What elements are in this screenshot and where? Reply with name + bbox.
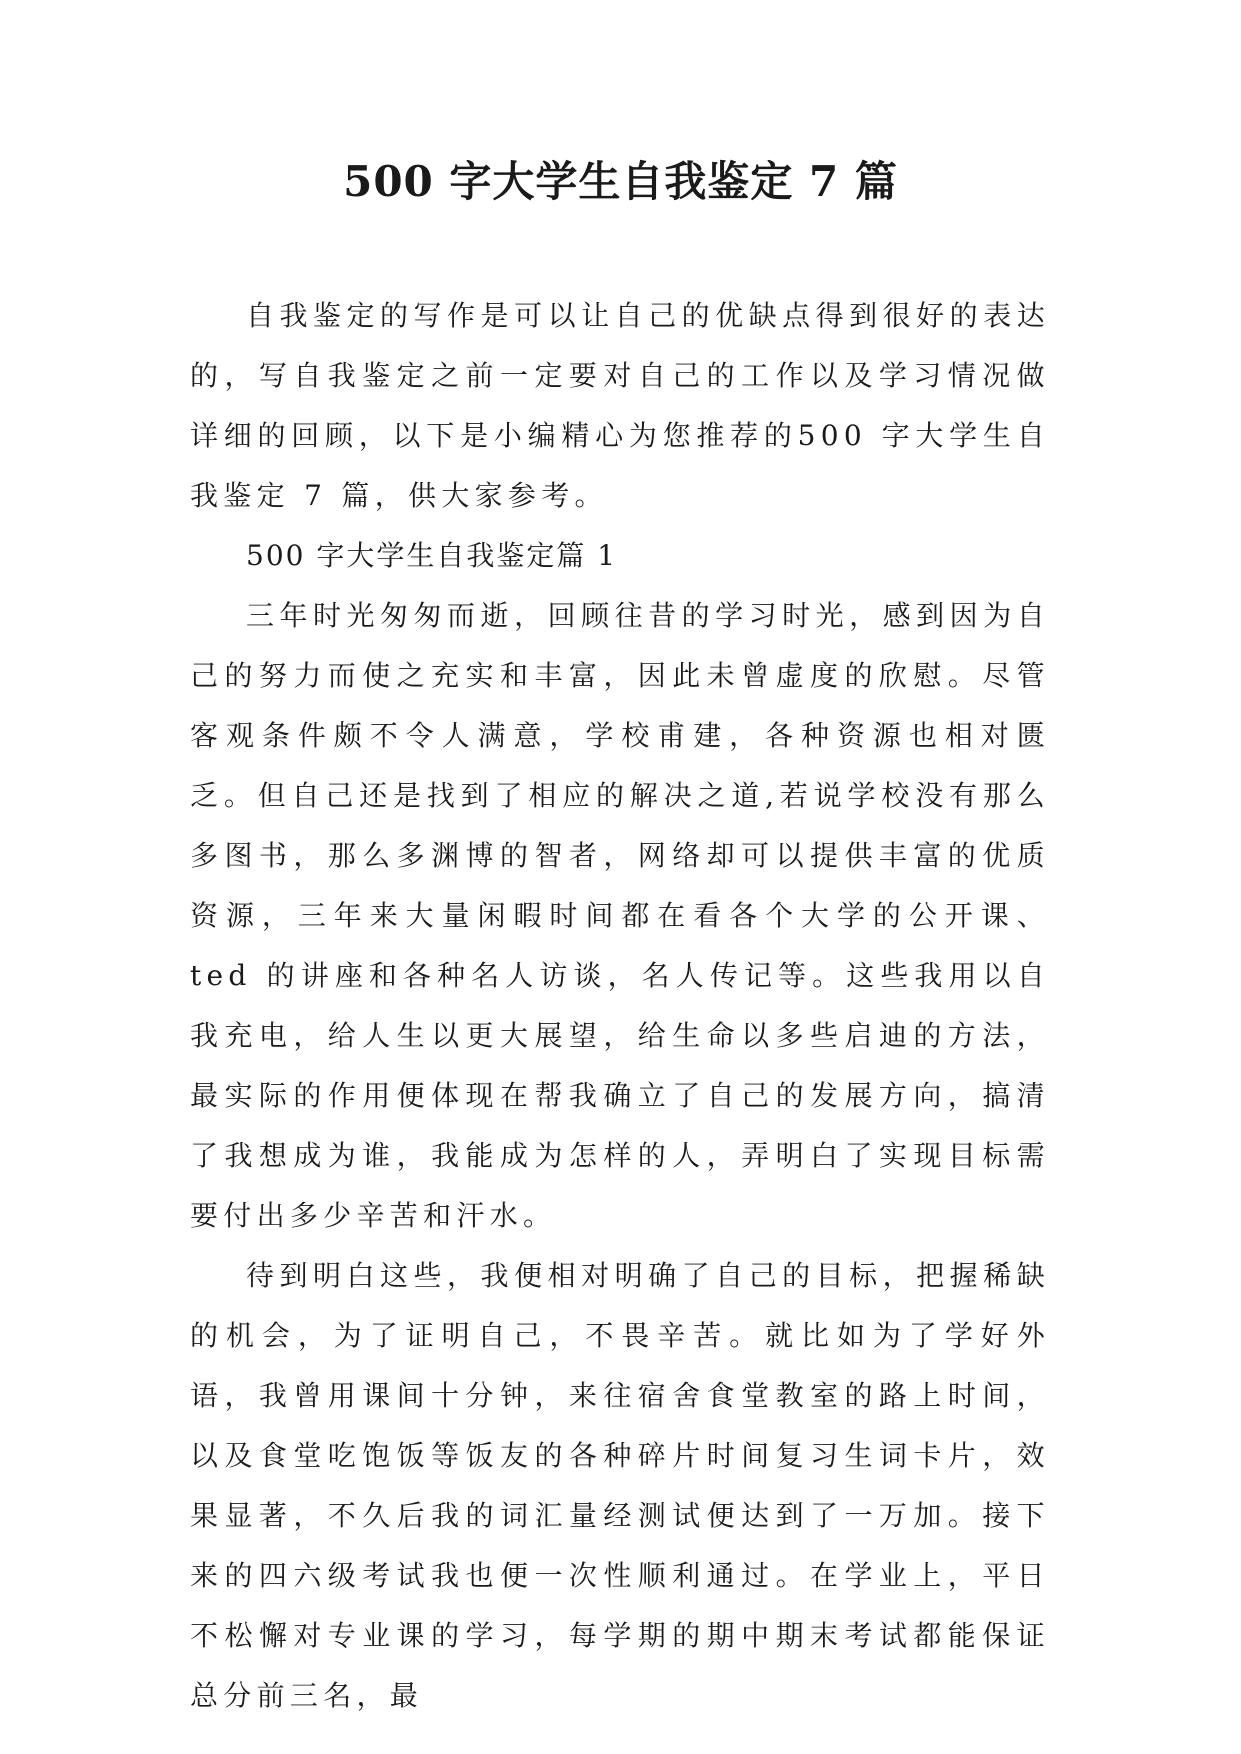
intro-paragraph: 自我鉴定的写作是可以让自己的优缺点得到很好的表达的，写自我鉴定之前一定要对自己的工作以及学习情况做详细的回顾，以下是小编精心为您推荐的500 字大学生自我鉴定 7 篇，供大家参考。 [190, 299, 1050, 512]
section-heading: 500 字大学生自我鉴定篇 1 [246, 539, 618, 572]
document-title: 500 字大学生自我鉴定 7 篇 [343, 157, 898, 206]
body-paragraph: 三年时光匆匆而逝，回顾往昔的学习时光，感到因为自己的努力而使之充实和丰富，因此未曾虚度的欣慰。尽管客观条件颇不令人满意，学校甫建，各种资源也相对匮乏。但自己还是找到了相应的解决之道,若说学校没有那么多图书，那么多渊博的智者，网络却可以提供丰富的优质资源，三年来大量闲暇时间都在看各个大学的公开课、ted 的讲座和各种名人访谈，名人传记等。这些我用以自我充电，给人生以更大展望，给生命以多些启迪的方法，最实际的作用便体现在帮我确立了自己的发展方向，搞清了我想成为谁，我能成为怎样的人，弄明白了实现目标需要付出多少辛苦和汗水。 [190, 599, 1050, 1232]
document-body [190, 286, 1050, 1726]
body-paragraph: 待到明白这些，我便相对明确了自己的目标，把握稀缺的机会，为了证明自己，不畏辛苦。就比如为了学好外语，我曾用课间十分钟，来往宿舍食堂教室的路上时间，以及食堂吃饱饭等饭友的各种碎片时间复习生词卡片，效果显著，不久后我的词汇量经测试便达到了一万加。接下来的四六级考试我也便一次性顺利通过。在学业上，平日不松懈对专业课的学习，每学期的期中期末考试都能保证总分前三名，最 [190, 1259, 1050, 1712]
